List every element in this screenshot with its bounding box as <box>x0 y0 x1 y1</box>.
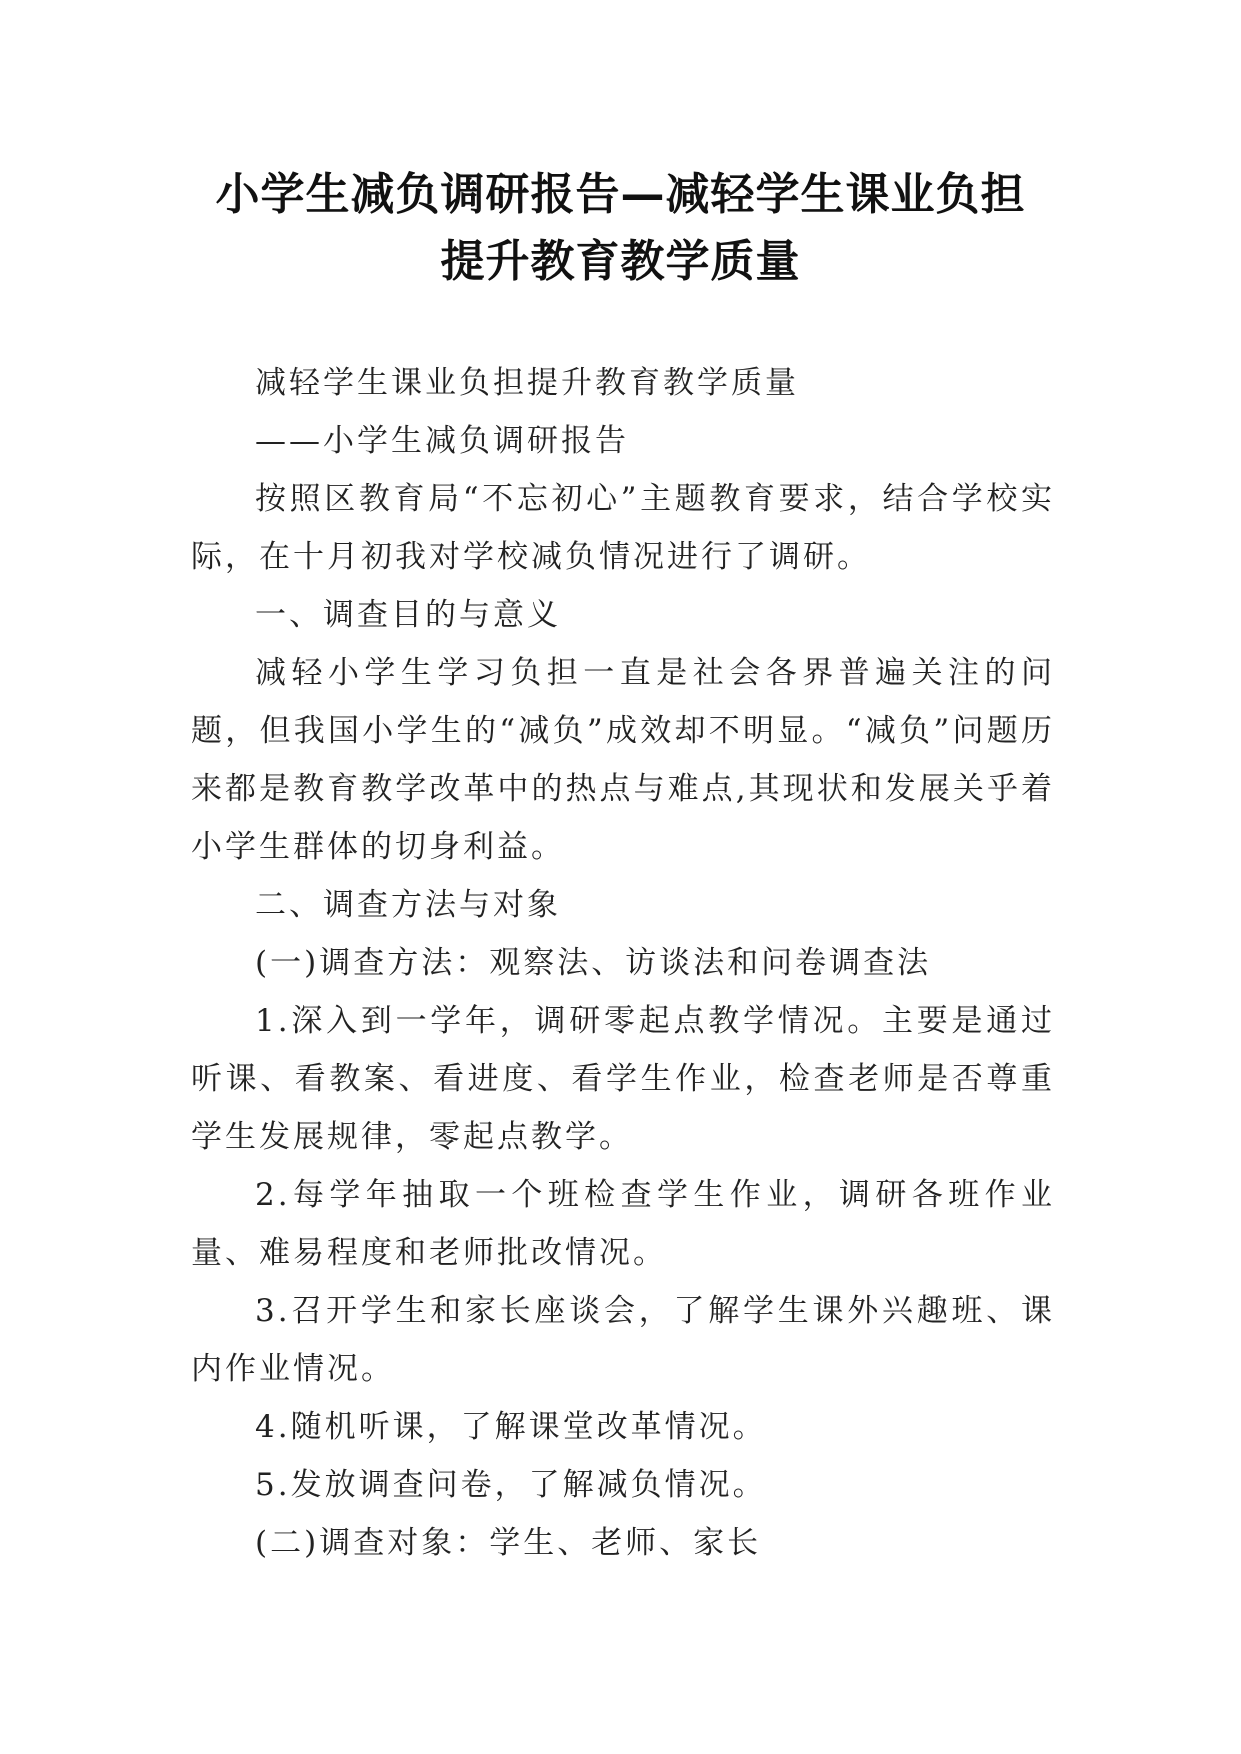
subtitle-dash-paragraph: ——小学生减负调研报告 <box>255 423 629 459</box>
method-item-5: 5.发放调查问卷，了解减负情况。 <box>255 1467 767 1503</box>
method-item-4: 4.随机听课，了解课堂改革情况。 <box>255 1409 767 1445</box>
document-body <box>191 354 1055 1572</box>
intro-paragraph: 按照区教育局“不忘初心”主题教育要求，结合学校实际，在十月初我对学校减负情况进行了调研。 <box>191 481 1055 575</box>
subsection-heading-subjects: (二)调查对象：学生、老师、家长 <box>255 1525 762 1561</box>
document-title-line-2: 提升教育教学质量 <box>440 236 801 287</box>
subsection-heading-methods: (一)调查方法：观察法、访谈法和问卷调查法 <box>255 945 932 981</box>
section-heading-methods: 二、调查方法与对象 <box>255 887 561 923</box>
method-item-2: 2.每学年抽取一个班检查学生作业，调研各班作业量、难易程度和老师批改情况。 <box>191 1177 1055 1271</box>
section-heading-purpose: 一、调查目的与意义 <box>255 597 561 633</box>
purpose-paragraph: 减轻小学生学习负担一直是社会各界普遍关注的问题，但我国小学生的“减负”成效却不明显。“减负”问题历来都是教育教学改革中的热点与难点,其现状和发展关乎着小学生群体的切身利益。 <box>191 655 1055 865</box>
method-item-1: 1.深入到一学年，调研零起点教学情况。主要是通过听课、看教案、看进度、看学生作业，检查老师是否尊重学生发展规律，零起点教学。 <box>191 1003 1055 1155</box>
subtitle-paragraph: 减轻学生课业负担提升教育教学质量 <box>255 365 799 401</box>
document-title-line-1: 小学生减负调研报告—减轻学生课业负担 <box>215 169 1026 220</box>
method-item-3: 3.召开学生和家长座谈会，了解学生课外兴趣班、课内作业情况。 <box>191 1293 1055 1387</box>
